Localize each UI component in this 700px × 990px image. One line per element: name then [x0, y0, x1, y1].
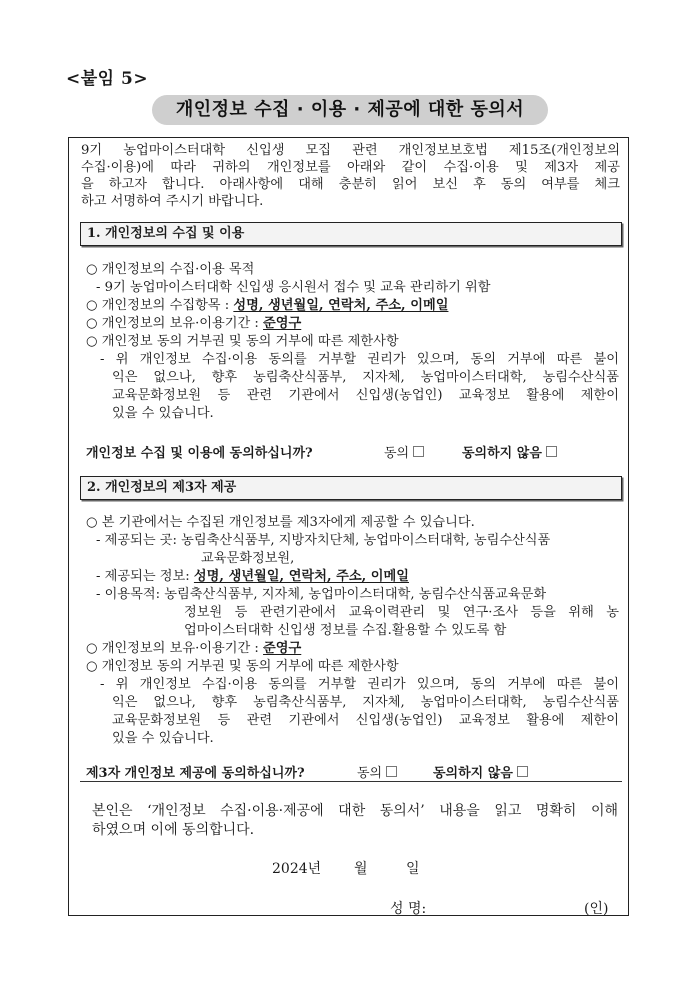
section2-heading: 2. 개인정보의 제3자 제공 — [80, 476, 622, 500]
provided-info-row — [96, 569, 409, 585]
use-purpose-cont: 업마이스터대학 신입생 정보를 수집.활용할 수 있도록 함 — [184, 623, 507, 638]
use-purpose-cont: 정보원 등 관련기관에서 교육이력관리 및 연구·조사 등을 위해 농 — [184, 605, 619, 620]
intro-line: 을 하고자 합니다. 아래사항에 대해 충분히 읽어 보신 후 동의 여부를 체크 — [81, 177, 620, 192]
date-day: 일 — [406, 861, 420, 877]
date-month: 월 — [354, 861, 368, 877]
intro-line: 하고 서명하여 주시기 바랍니다. — [81, 194, 264, 209]
section2-disagree-option[interactable] — [433, 762, 528, 781]
retention-period-label: ○ 개인정보의 보유·이용기간 : — [86, 641, 264, 656]
collection-purpose-detail: - 9기 농업마이스터대학 신입생 응시원서 접수 및 교육 관리하기 위함 — [96, 280, 491, 295]
use-purpose-label: - 이용목적: — [96, 587, 165, 602]
declaration-line: 본인은 ‘개인정보 수집·이용·제공에 대한 동의서’ 내용을 읽고 명확히 이해 — [92, 803, 618, 819]
section1-disagree-option[interactable] — [462, 442, 557, 461]
section2-agree-option[interactable] — [357, 762, 397, 781]
separator-line — [80, 781, 622, 782]
section1-disagree-checkbox[interactable] — [546, 446, 557, 457]
date-year: 2024년 — [272, 861, 322, 877]
seal-label: (인) — [584, 901, 609, 917]
provided-info-value: 성명, 생년월일, 연락처, 주소, 이메일 — [193, 569, 409, 584]
section2-consent-question: 제3자 개인정보 제공에 동의하십니까? — [86, 766, 305, 781]
use-purpose-row — [96, 587, 546, 603]
intro-line: 9기 농업마이스터대학 신입생 모집 관련 개인정보보호법 제15조(개인정보의 — [81, 143, 620, 158]
section2-agree-checkbox[interactable] — [386, 766, 397, 777]
collection-items-label: ○ 개인정보의 수집항목 : — [86, 298, 234, 313]
declaration-line: 하였으며 이에 동의합니다. — [92, 822, 255, 838]
collection-purpose-label: ○ 개인정보의 수집·이용 목적 — [86, 262, 255, 277]
disagree-label: 동의하지 않음 — [433, 766, 513, 781]
agree-label: 동의 — [384, 446, 410, 461]
agree-label: 동의 — [357, 766, 383, 781]
recipients-row — [96, 533, 550, 549]
retention-period-row — [86, 316, 301, 332]
collection-items-value: 성명, 생년월일, 연락처, 주소, 이메일 — [233, 298, 449, 313]
section1-agree-checkbox[interactable] — [413, 446, 424, 457]
refusal-line: 익은 없으나, 향후 농림축산식품부, 지자체, 농업마이스터대학, 농림수산식품 — [112, 370, 619, 385]
retention-period-label: ○ 개인정보의 보유·이용기간 : — [86, 316, 264, 331]
recipients-label: - 제공되는 곳: — [96, 533, 182, 548]
disagree-label: 동의하지 않음 — [462, 446, 542, 461]
intro-line: 수집·이용)에 따라 귀하의 개인정보를 아래와 같이 수집·이용 및 제3자 제공 — [81, 160, 620, 175]
refusal-line: - 위 개인정보 수집·이용 동의를 거부할 권리가 있으며, 동의 거부에 따른 불이 — [100, 352, 619, 367]
page-title: 개인정보 수집 · 이용 · 제공에 대한 동의서 — [152, 95, 548, 125]
refusal-line: - 위 개인정보 수집·이용 동의를 거부할 권리가 있으며, 동의 거부에 따른 불이 — [100, 677, 619, 692]
provided-info-label: - 제공되는 정보: — [96, 569, 194, 584]
signature-name-field[interactable] — [440, 896, 580, 916]
retention-period-value: 준영구 — [263, 641, 302, 656]
refusal-rights-label: ○ 개인정보 동의 거부권 및 동의 거부에 따른 제한사항 — [86, 334, 399, 349]
section1-consent-question: 개인정보 수집 및 이용에 동의하십니까? — [86, 446, 313, 461]
recipients-value-cont: 교육문화정보원, — [201, 551, 295, 566]
section2-disagree-checkbox[interactable] — [517, 766, 528, 777]
collection-items-row — [86, 298, 448, 314]
signature-name-label: 성 명: — [390, 901, 427, 917]
section1-agree-option[interactable] — [384, 442, 424, 461]
attachment-label: <붙임 5> — [66, 69, 149, 89]
refusal-line: 익은 없으나, 향후 농림축산식품부, 지자체, 농업마이스터대학, 농림수산식품 — [112, 695, 619, 710]
refusal-line: 있을 수 있습니다. — [112, 406, 214, 421]
third-party-intro: ○ 본 기관에서는 수집된 개인정보를 제3자에게 제공할 수 있습니다. — [86, 515, 475, 530]
retention-period-value: 준영구 — [263, 316, 302, 331]
refusal-line: 교육문화정보원 등 관련 기관에서 신입생(농업인) 교육정보 활용에 제한이 — [112, 713, 619, 728]
refusal-rights-label: ○ 개인정보 동의 거부권 및 동의 거부에 따른 제한사항 — [86, 659, 399, 674]
refusal-line: 교육문화정보원 등 관련 기관에서 신입생(농업인) 교육정보 활용에 제한이 — [112, 388, 619, 403]
section2-retention-row — [86, 641, 301, 657]
section1-heading: 1. 개인정보의 수집 및 이용 — [80, 222, 622, 246]
refusal-line: 있을 수 있습니다. — [112, 731, 214, 746]
use-purpose-value: 농림축산식품부, 지자체, 농업마이스터대학, 농림수산식품교육문화 — [164, 587, 547, 602]
recipients-value: 농림축산식품부, 지방자치단체, 농업마이스터대학, 농림수산식품 — [181, 533, 551, 548]
